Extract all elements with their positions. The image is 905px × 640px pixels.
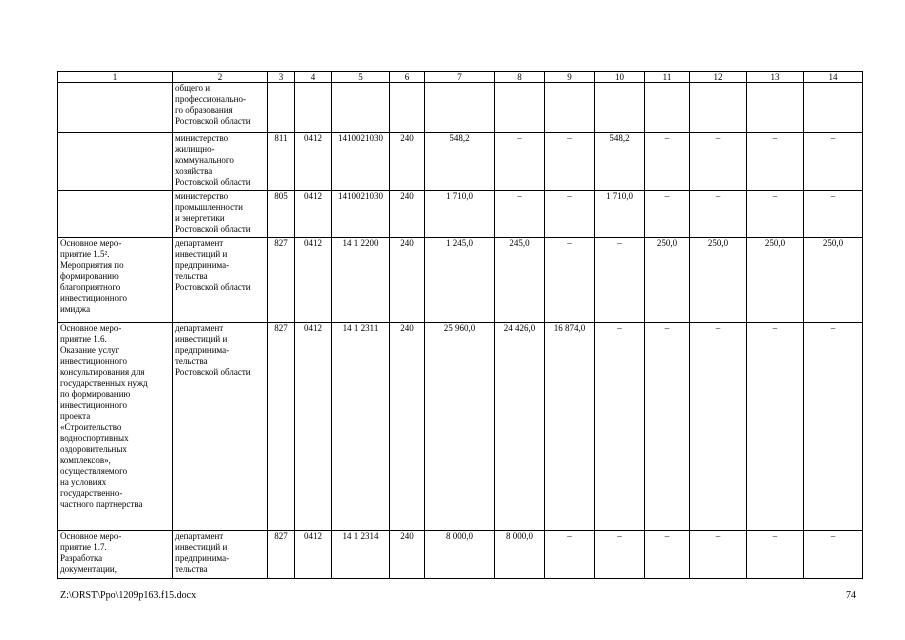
executor-cell: министерство промышленности и энергетики Ростовской области: [173, 191, 268, 238]
value-cell: –: [804, 531, 863, 579]
value-cell: 827: [268, 531, 295, 579]
value-cell: 240: [390, 191, 425, 238]
table-header-row: [58, 72, 863, 83]
value-cell: 250,0: [690, 238, 747, 323]
value-cell: 25 960,0: [425, 323, 495, 531]
value-cell: 250,0: [747, 238, 804, 323]
executor-cell: департамент инвестиций и предпринима- тельства Ростовской области: [173, 323, 268, 531]
value-cell: 1410021030: [332, 133, 390, 191]
executor-cell: департамент инвестиций и предпринима- тельства Ростовской области: [173, 238, 268, 323]
value-cell: 245,0: [495, 238, 545, 323]
activity-name-cell: Основное меро- приятие 1.5². Мероприятия по формированию благоприятного инвестиционного имиджа: [58, 238, 173, 323]
activity-name-cell: [58, 133, 173, 191]
value-cell: –: [747, 323, 804, 531]
header-cell: 9: [545, 72, 595, 83]
value-cell: –: [595, 531, 645, 579]
value-cell: [545, 83, 595, 133]
header-cell: 6: [390, 72, 425, 83]
value-cell: 0412: [295, 531, 332, 579]
header-cell: 12: [690, 72, 747, 83]
value-cell: [295, 83, 332, 133]
value-cell: [595, 83, 645, 133]
value-cell: 1 710,0: [425, 191, 495, 238]
executor-cell: министерство жилищно- коммунального хозяйства Ростовской области: [173, 133, 268, 191]
value-cell: [804, 83, 863, 133]
value-cell: –: [645, 323, 690, 531]
header-cell: 1: [58, 72, 173, 83]
table-row: [58, 191, 863, 238]
header-cell: 7: [425, 72, 495, 83]
value-cell: –: [747, 133, 804, 191]
value-cell: 14 1 2311: [332, 323, 390, 531]
value-cell: 827: [268, 323, 295, 531]
header-cell: 4: [295, 72, 332, 83]
value-cell: –: [595, 323, 645, 531]
value-cell: [268, 83, 295, 133]
value-cell: 1 710,0: [595, 191, 645, 238]
value-cell: 0412: [295, 133, 332, 191]
value-cell: [645, 83, 690, 133]
value-cell: 1410021030: [332, 191, 390, 238]
value-cell: 0412: [295, 191, 332, 238]
value-cell: 8 000,0: [495, 531, 545, 579]
value-cell: –: [645, 191, 690, 238]
page-number: 74: [846, 590, 856, 601]
value-cell: 240: [390, 133, 425, 191]
value-cell: [690, 83, 747, 133]
header-cell: 10: [595, 72, 645, 83]
value-cell: [425, 83, 495, 133]
activity-name-cell: Основное меро- приятие 1.6. Оказание услуг инвестиционного консультирования для государственных нужд по формированию инвестиционного проекта «Строительство водноспортивных оздоровительных комплексов», осуществляемого на условиях государственно- частного партнерства: [58, 323, 173, 531]
table-row: [58, 238, 863, 323]
value-cell: 240: [390, 323, 425, 531]
value-cell: –: [495, 191, 545, 238]
value-cell: –: [545, 133, 595, 191]
value-cell: –: [645, 531, 690, 579]
budget-table: [57, 71, 863, 579]
value-cell: 0412: [295, 238, 332, 323]
document-path: Z:\ORST\Ppo\1209p163.f15.docx: [60, 590, 197, 601]
value-cell: 8 000,0: [425, 531, 495, 579]
value-cell: –: [804, 133, 863, 191]
value-cell: –: [747, 191, 804, 238]
value-cell: 1 245,0: [425, 238, 495, 323]
value-cell: –: [645, 133, 690, 191]
value-cell: –: [690, 133, 747, 191]
header-cell: 5: [332, 72, 390, 83]
value-cell: [390, 83, 425, 133]
value-cell: –: [595, 238, 645, 323]
activity-name-cell: [58, 83, 173, 133]
value-cell: –: [804, 323, 863, 531]
value-cell: 548,2: [425, 133, 495, 191]
table-row: [58, 531, 863, 579]
header-cell: 11: [645, 72, 690, 83]
value-cell: 805: [268, 191, 295, 238]
activity-name-cell: Основное меро- приятие 1.7. Разработка документации,: [58, 531, 173, 579]
activity-name-cell: [58, 191, 173, 238]
value-cell: 827: [268, 238, 295, 323]
value-cell: 250,0: [804, 238, 863, 323]
executor-cell: департамент инвестиций и предпринима- тельства: [173, 531, 268, 579]
table-row: [58, 133, 863, 191]
value-cell: [495, 83, 545, 133]
header-cell: 3: [268, 72, 295, 83]
header-cell: 8: [495, 72, 545, 83]
value-cell: 14 1 2314: [332, 531, 390, 579]
value-cell: 14 1 2200: [332, 238, 390, 323]
value-cell: 16 874,0: [545, 323, 595, 531]
value-cell: –: [690, 323, 747, 531]
value-cell: –: [747, 531, 804, 579]
value-cell: –: [545, 531, 595, 579]
header-cell: 2: [173, 72, 268, 83]
value-cell: [747, 83, 804, 133]
executor-cell: общего и профессионально- го образования Ростовской области: [173, 83, 268, 133]
value-cell: 250,0: [645, 238, 690, 323]
value-cell: –: [545, 191, 595, 238]
value-cell: 24 426,0: [495, 323, 545, 531]
value-cell: [332, 83, 390, 133]
table-row: [58, 323, 863, 531]
value-cell: 0412: [295, 323, 332, 531]
table-row: [58, 83, 863, 133]
value-cell: 240: [390, 531, 425, 579]
header-cell: 13: [747, 72, 804, 83]
value-cell: –: [495, 133, 545, 191]
value-cell: –: [545, 238, 595, 323]
value-cell: –: [690, 191, 747, 238]
value-cell: 548,2: [595, 133, 645, 191]
value-cell: 811: [268, 133, 295, 191]
value-cell: 240: [390, 238, 425, 323]
value-cell: –: [690, 531, 747, 579]
value-cell: –: [804, 191, 863, 238]
header-cell: 14: [804, 72, 863, 83]
